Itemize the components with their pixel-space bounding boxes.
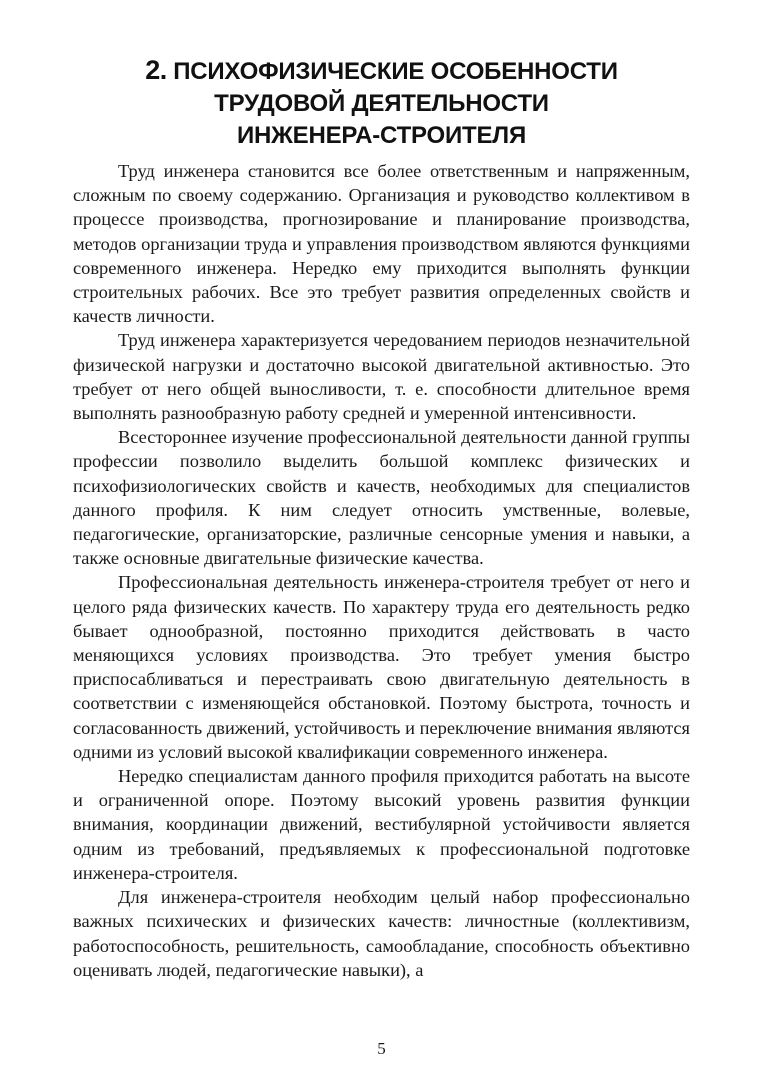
paragraph-6: Для инженера-строителя необходим целый набор профессионально важных психических и физических качеств: личностные (коллективизм, работоспособность, решительность, самообладание, способность объективно оценивать людей, педагогические навыки), а: [73, 887, 690, 980]
body-text: [73, 159, 690, 982]
heading-line-3: ИНЖЕНЕРА-СТРОИТЕЛЯ: [236, 122, 526, 149]
page-number: 5: [377, 1039, 386, 1058]
paragraph-1: Труд инженера становится все более ответственным и напряженным, сложным по своему содержанию. Организация и руководство коллективом в процессе производства, прогнозирование и планирование производства, методов организации труда и управления производством являются функциями современного инженера. Нередко ему приходится выполнять функции строительных рабочих. Все это требует развития определенных свойств и качеств личности.: [73, 161, 690, 327]
heading-text-1: ПСИХОФИЗИЧЕСКИЕ ОСОБЕННОСТИ: [173, 58, 618, 85]
chapter-heading: [60, 54, 703, 152]
chapter-number: 2.: [145, 55, 167, 85]
heading-line-2: ТРУДОВОЙ ДЕЯТЕЛЬНОСТИ: [214, 90, 549, 117]
heading-line-1: [60, 54, 703, 88]
paragraph-2: Труд инженера характеризуется чередованием периодов незначительной физической нагрузки и достаточно высокой двигательной активностью. Это требует от него общей выносливости, т. е. способности длительное время выполнять разнообразную работу средней и умеренной интенсивности.: [73, 330, 690, 424]
paragraph-3: Всестороннее изучение профессиональной деятельности данной группы профессии позволило выделить большой комплекс физических и психофизиологических свойств и качеств, необходимых для специалистов данного профиля. К ним следует относить умственные, волевые, педагогические, организаторские, различные сенсорные умения и навыки, а также основные двигательные физические качества.: [73, 427, 690, 569]
paragraph-4: Профессиональная деятельность инженера-строителя требует от него и целого ряда физических качеств. По характеру труда его деятельность редко бывает однообразной, постоянно приходится действовать в часто меняющихся условиях производства. Это требует умения быстро приспосабливаться и перестраивать свою двигательную деятельность в соответствии с изменяющейся обстановкой. Поэтому быстрота, точность и согласованность движений, устойчивость и переключение внимания являются одними из условий высокой квалификации современного инженера.: [73, 572, 690, 762]
paragraph-5: Нередко специалистам данного профиля приходится работать на высоте и ограниченной опоре. Поэтому высокий уровень развития функции внимания, координации движений, вестибулярной устойчивости является одним из требований, предъявляемых к профессиональной подготовке инженера-строителя.: [73, 766, 690, 883]
